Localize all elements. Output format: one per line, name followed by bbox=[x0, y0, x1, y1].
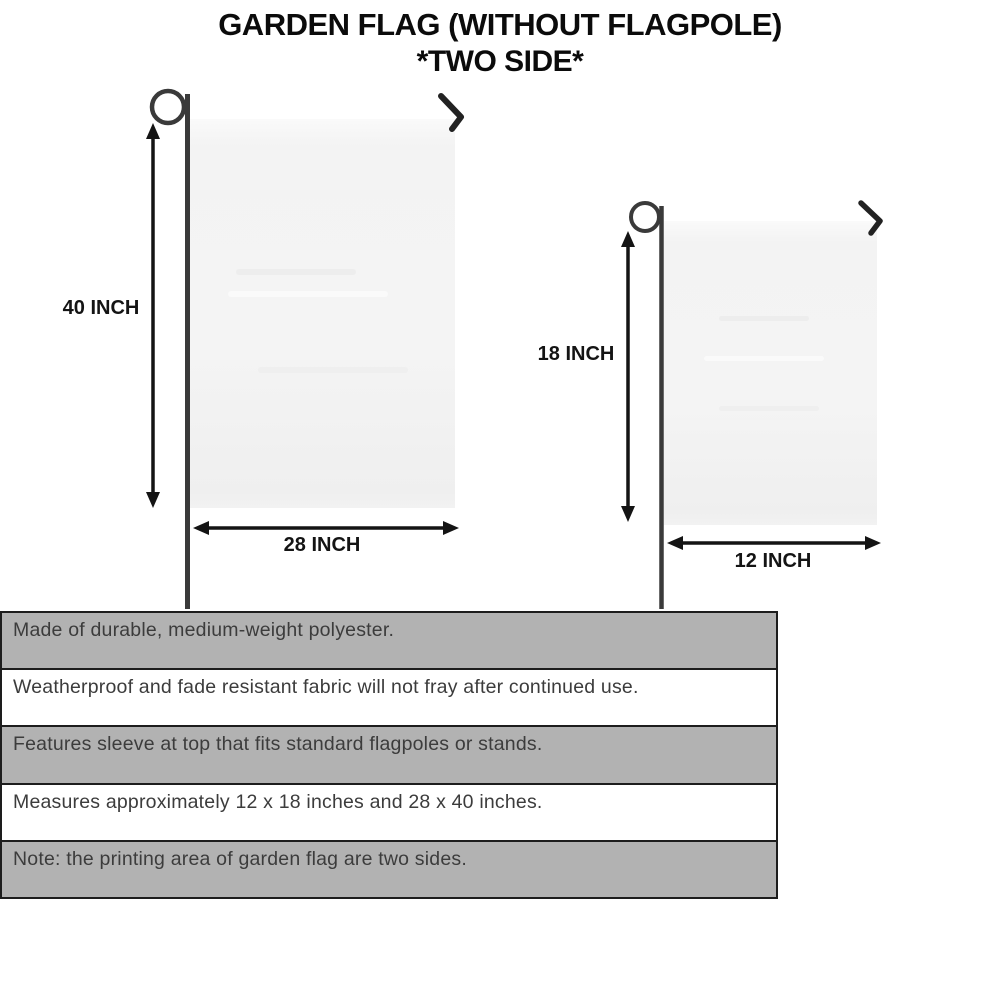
large-width-arrow bbox=[193, 521, 459, 535]
features-table bbox=[0, 611, 778, 899]
small-width-label: 12 INCH bbox=[734, 550, 812, 572]
small-width-arrow bbox=[667, 536, 881, 550]
small-height-label: 18 INCH bbox=[537, 343, 615, 365]
small-pole-loop-icon bbox=[631, 203, 659, 231]
small-height-arrow bbox=[621, 231, 635, 522]
feature-row: Note: the printing area of garden flag are two sides. bbox=[2, 842, 776, 897]
large-width-label: 28 INCH bbox=[283, 534, 361, 556]
title-line-2: *TWO SIDE* bbox=[416, 45, 584, 78]
large-height-label: 40 INCH bbox=[62, 297, 140, 319]
small-pole-hook-icon bbox=[861, 203, 880, 233]
feature-row: Features sleeve at top that fits standard flagpoles or stands. bbox=[2, 727, 776, 784]
feature-row: Weatherproof and fade resistant fabric will not fray after continued use. bbox=[2, 670, 776, 727]
feature-row: Made of durable, medium-weight polyester. bbox=[2, 613, 776, 670]
title-line-1: GARDEN FLAG (WITHOUT FLAGPOLE) bbox=[218, 7, 782, 42]
large-pole-loop-icon bbox=[152, 91, 184, 123]
large-pole-hook-icon bbox=[441, 96, 461, 129]
feature-row: Measures approximately 12 x 18 inches and 28 x 40 inches. bbox=[2, 785, 776, 842]
